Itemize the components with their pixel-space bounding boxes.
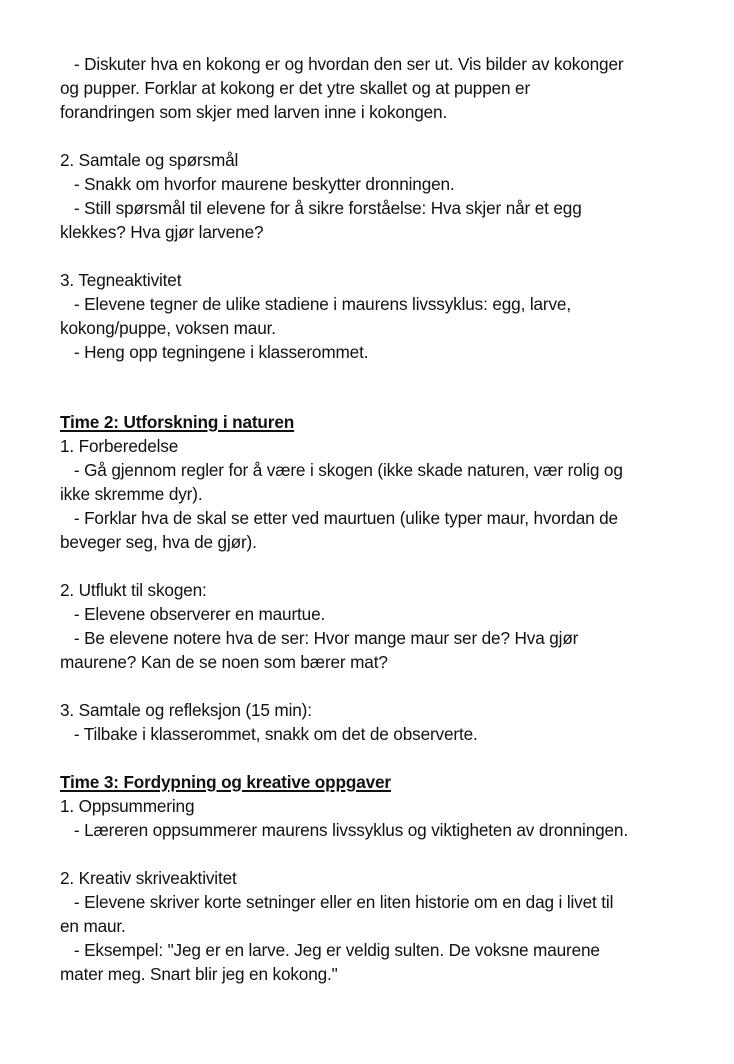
blank-line [60, 244, 700, 268]
section-title: 1. Forberedelse [60, 436, 179, 456]
time2-heading: Time 2: Utforskning i naturen [60, 412, 295, 432]
text-line: klekkes? Hva gjør larvene? [60, 222, 264, 242]
text-line: en maur. [60, 916, 126, 936]
section-title: 1. Oppsummering [60, 796, 195, 816]
oppsummering-section [60, 794, 700, 842]
utflukt-section [60, 578, 700, 674]
section-title: 2. Utflukt til skogen: [60, 580, 207, 600]
text-line: - Læreren oppsummerer maurens livssyklus og viktigheten av dronningen. [60, 820, 628, 840]
text-line: - Snakk om hvorfor maurene beskytter dronningen. [60, 174, 455, 194]
text-line: - Be elevene notere hva de ser: Hvor mange maur ser de? Hva gjør [60, 628, 579, 648]
blank-line [60, 746, 700, 770]
blank-line [60, 554, 700, 578]
tegne-section [60, 268, 700, 364]
text-line: - Elevene tegner de ulike stadiene i maurens livssyklus: egg, larve, [60, 294, 571, 314]
text-line: - Elevene skriver korte setninger eller en liten historie om en dag i livet til [60, 892, 614, 912]
text-line: og pupper. Forklar at kokong er det ytre skallet og at puppen er [60, 78, 531, 98]
document-page [60, 52, 700, 986]
text-line: beveger seg, hva de gjør). [60, 532, 257, 552]
section-title: 3. Tegneaktivitet [60, 270, 182, 290]
text-line: - Diskuter hva en kokong er og hvordan den ser ut. Vis bilder av kokonger [60, 54, 624, 74]
text-line: kokong/puppe, voksen maur. [60, 318, 276, 338]
text-line: ikke skremme dyr). [60, 484, 203, 504]
section-title: 2. Kreativ skriveaktivitet [60, 868, 237, 888]
forberedelse-section [60, 434, 700, 554]
blank-line [60, 364, 700, 410]
kreativ-section [60, 866, 700, 986]
text-line: maurene? Kan de se noen som bærer mat? [60, 652, 388, 672]
text-line: mater meg. Snart blir jeg en kokong." [60, 964, 338, 984]
blank-line [60, 674, 700, 698]
text-line: - Eksempel: "Jeg er en larve. Jeg er veldig sulten. De voksne maurene [60, 940, 600, 960]
intro-paragraph [60, 52, 700, 124]
section-title: 2. Samtale og spørsmål [60, 150, 239, 170]
text-line: - Gå gjennom regler for å være i skogen (ikke skade naturen, vær rolig og [60, 460, 623, 480]
refleksjon-section [60, 698, 700, 746]
text-line: forandringen som skjer med larven inne i kokongen. [60, 102, 448, 122]
text-line: - Elevene observerer en maurtue. [60, 604, 326, 624]
text-line: - Tilbake i klasserommet, snakk om det de observerte. [60, 724, 478, 744]
text-line: - Heng opp tegningene i klasserommet. [60, 342, 369, 362]
samtale-section [60, 148, 700, 244]
blank-line [60, 124, 700, 148]
time3-heading: Time 3: Fordypning og kreative oppgaver [60, 772, 391, 792]
blank-line [60, 842, 700, 866]
text-line: - Still spørsmål til elevene for å sikre forståelse: Hva skjer når et egg [60, 198, 582, 218]
text-line: - Forklar hva de skal se etter ved maurtuen (ulike typer maur, hvordan de [60, 508, 618, 528]
section-title: 3. Samtale og refleksjon (15 min): [60, 700, 312, 720]
